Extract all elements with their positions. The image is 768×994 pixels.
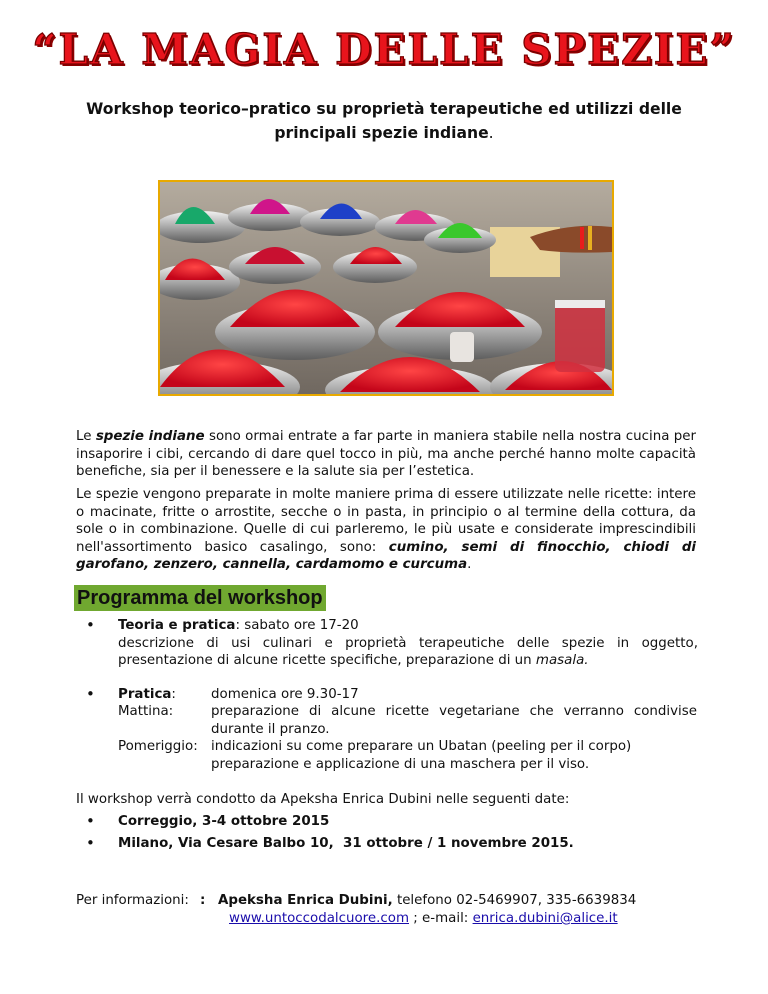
afternoon-text-2: preparazione e applicazione di una maschera per il viso.: [211, 757, 590, 772]
preparation-paragraph: [76, 486, 696, 574]
contact-name: Apeksha Enrica Dubini,: [218, 893, 393, 908]
bullet-icon: •: [86, 685, 95, 703]
item-theory-when: : sabato ore 17-20: [235, 618, 359, 633]
bullet-icon: •: [86, 616, 95, 634]
intro-emphasis: spezie indiane: [95, 429, 205, 444]
subtitle: [60, 97, 708, 145]
morning-text: preparazione di alcune ricette vegetariane che verranno condivise durante il pranzo.: [211, 704, 697, 737]
contact-phone: telefono 02-5469907, 335-6639834: [392, 893, 637, 908]
intro-paragraph: [76, 428, 696, 481]
spices-photo: [158, 180, 614, 396]
page-title: “LA MAGIA DELLE SPEZIE”: [32, 25, 736, 74]
item-theory-desc: descrizione di usi culinari e proprietà terapeutiche delle spezie in oggetto, presentazione di alcune ricette specifiche, preparazione di un: [118, 635, 698, 668]
subtitle-line2: principali spezie indiane: [274, 124, 489, 142]
afternoon-label: Pomeriggio:: [118, 739, 198, 754]
info-links: [229, 910, 618, 928]
preparation-end: .: [467, 557, 472, 572]
info-label: Per informazioni:: [76, 893, 189, 908]
website-link[interactable]: www.untoccodalcuore.com: [229, 911, 409, 926]
morning-label: Mattina:: [118, 704, 174, 719]
subtitle-line1: Workshop teorico–pratico su proprietà terapeutiche ed utilizzi delle: [86, 100, 682, 118]
info-contact: [218, 892, 636, 910]
preparation-text: Le spezie vengono preparate in molte maniere prima di essere utilizzate nelle ricette: intere o macinate, fritte o arrostite, secche o in pasta, in principio o al termine della cottura, da sole o in combinazione. Quelle di cui parleremo, le più usate e considerate imprescindibili nell'assortimento basico casalingo, sono:: [76, 487, 696, 555]
item-practice-label-wrap: [118, 686, 176, 704]
program-item-theory: [118, 617, 698, 670]
subtitle-dot: .: [488, 124, 494, 142]
bullet-icon: •: [86, 834, 95, 852]
date-correggio: Correggio, 3-4 ottobre 2015: [118, 814, 330, 829]
item-practice-when: domenica ore 9.30-17: [211, 687, 359, 702]
bullet-icon: •: [86, 812, 95, 830]
email-separator: ; e-mail:: [409, 911, 473, 926]
intro-text-post: sono ormai entrate a far parte in maniera stabile nella nostra cucina per insaporire i cibi, cercando di dare quel tocco in più, ma anche perché hanno molte capacità benefiche, sia per il benessere e la salute sia per l’estetica.: [76, 429, 696, 479]
spices-photo-graphic: [160, 182, 612, 394]
spices-list: cumino, semi di finocchio, chiodi di garofano, zenzero, cannella, cardamomo e curcuma: [76, 539, 696, 572]
date-milano: Milano, Via Cesare Balbo 10, 31 ottobre / 1 novembre 2015.: [118, 836, 574, 851]
intro-text-pre: Le: [76, 429, 96, 444]
info-colon: :: [200, 893, 206, 908]
conducted-text: Il workshop verrà condotto da Apeksha Enrica Dubini nelle seguenti date:: [76, 792, 570, 807]
item-practice-colon: :: [171, 687, 176, 702]
item-theory-label: Teoria e pratica: [118, 618, 236, 633]
afternoon-text-1: indicazioni su come preparare un Ubatan (peeling per il corpo): [211, 739, 632, 754]
email-link[interactable]: enrica.dubini@alice.it: [472, 911, 618, 926]
item-theory-desc-em: masala.: [535, 653, 589, 668]
item-practice-label: Pratica: [118, 687, 172, 702]
program-heading: Programma del workshop: [74, 585, 326, 611]
